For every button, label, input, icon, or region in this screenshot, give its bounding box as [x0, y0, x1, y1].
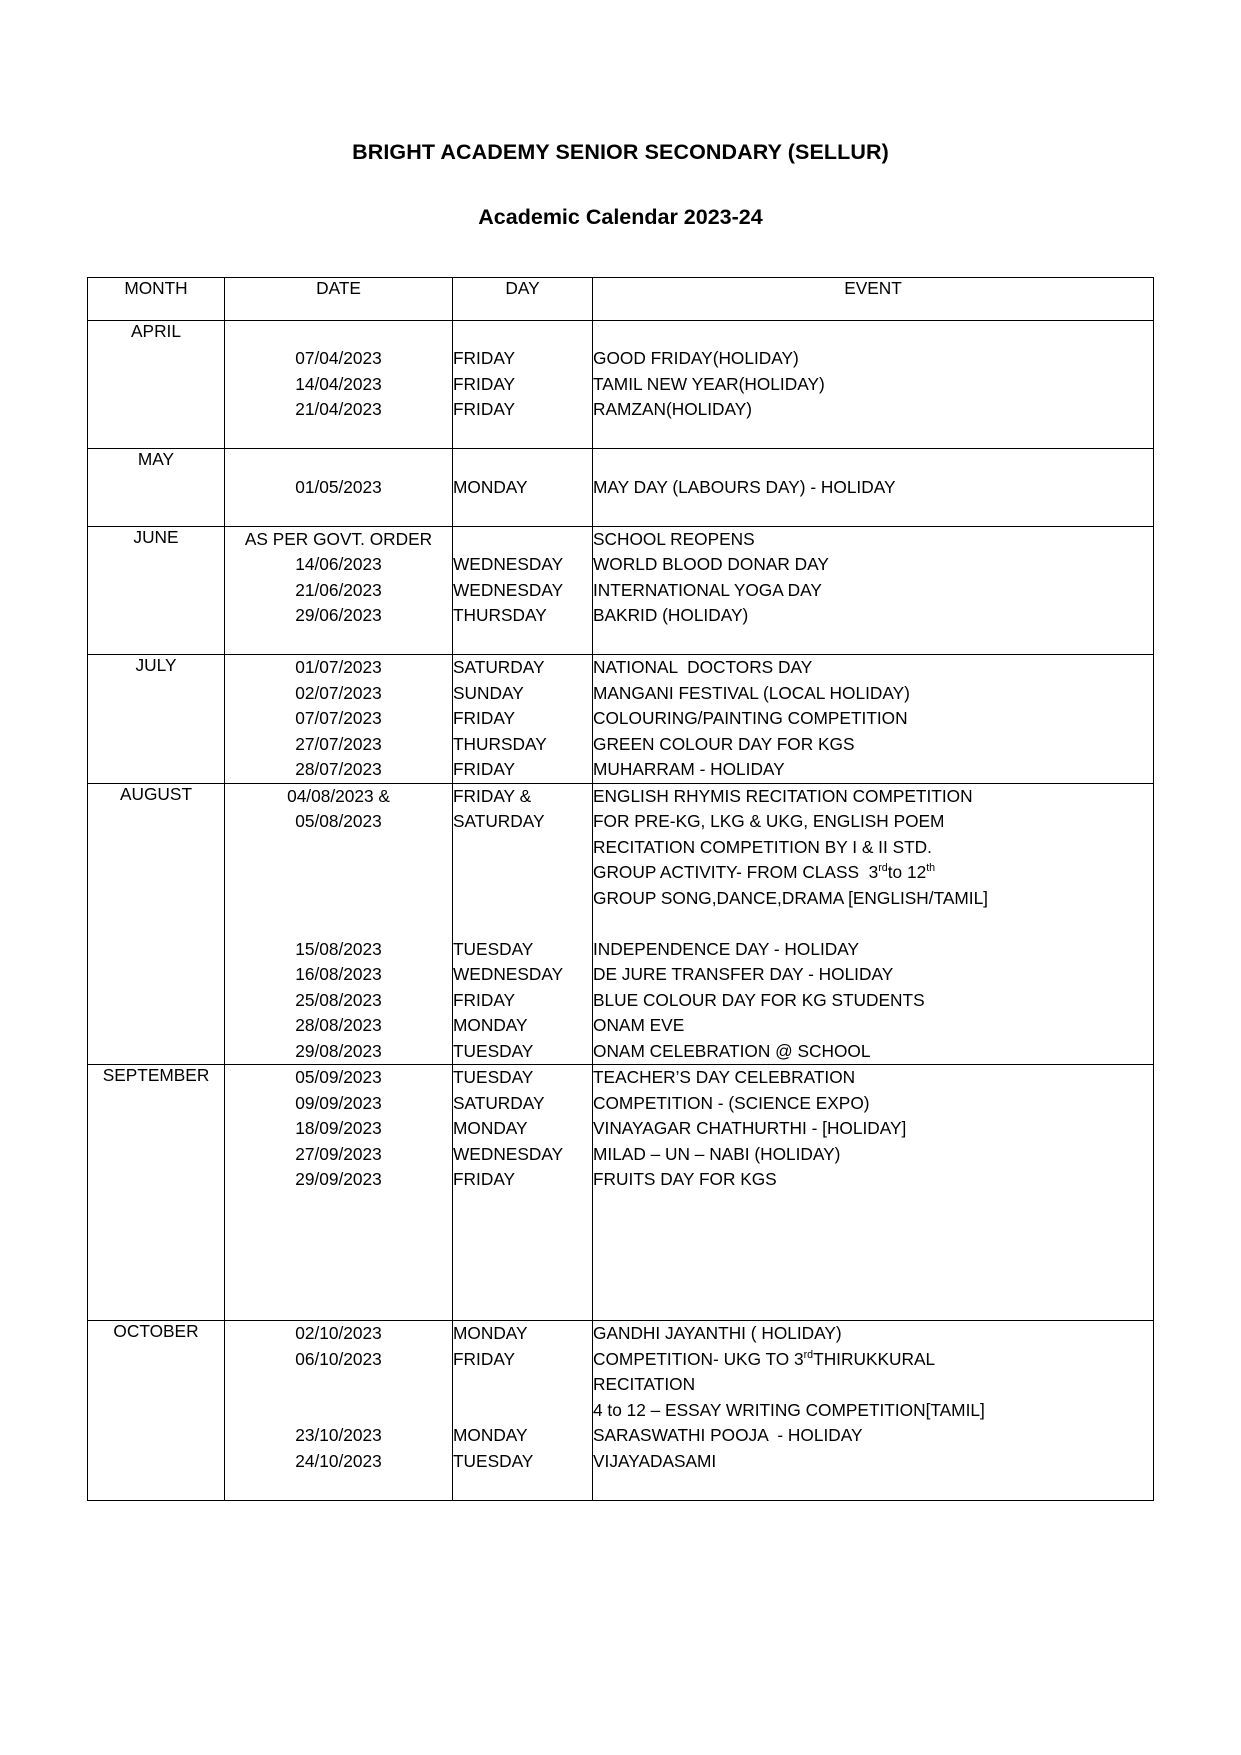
date-line: 07/04/2023 — [295, 348, 382, 369]
spacer-line — [225, 1218, 452, 1244]
column-header-day: DAY — [453, 277, 593, 320]
spacer-line — [593, 1218, 1153, 1244]
event-lines — [593, 527, 1153, 655]
day-line: WEDNESDAY — [453, 579, 564, 600]
spacer-line — [453, 321, 592, 347]
date-lines — [225, 1065, 452, 1320]
event-line: COLOURING/PAINTING COMPETITION — [593, 708, 908, 729]
event-line: DE JURE TRANSFER DAY - HOLIDAY — [593, 964, 894, 985]
spacer-line — [453, 423, 592, 449]
day-line: FRIDAY — [453, 708, 516, 729]
event-line: TEACHER’S DAY CELEBRATION — [593, 1067, 856, 1088]
date-line: 21/06/2023 — [295, 579, 382, 600]
date-lines — [225, 527, 452, 655]
academic-calendar-table — [87, 277, 1154, 1501]
date-line: 05/09/2023 — [295, 1067, 382, 1088]
date-line: 05/08/2023 — [295, 811, 382, 832]
date-line — [225, 886, 452, 912]
day-lines — [453, 655, 592, 783]
event-lines — [593, 1321, 1153, 1500]
event-lines — [593, 784, 1153, 1065]
day-line: MONDAY — [453, 1015, 528, 1036]
day-line — [453, 886, 592, 912]
date-cell — [225, 1321, 453, 1501]
table-row — [88, 320, 1154, 449]
spacer-line — [593, 1295, 1153, 1321]
day-lines — [453, 527, 592, 655]
date-line: 29/06/2023 — [295, 605, 382, 626]
date-line: 28/07/2023 — [295, 759, 382, 780]
day-line: FRIDAY — [453, 759, 516, 780]
month-cell: JUNE — [88, 526, 225, 655]
table-row — [88, 783, 1154, 1065]
month-cell: MAY — [88, 449, 225, 527]
day-lines — [453, 784, 592, 1065]
event-line: ONAM CELEBRATION @ SCHOOL — [593, 1040, 871, 1061]
day-cell — [453, 783, 593, 1065]
event-line: MANGANI FESTIVAL (LOCAL HOLIDAY) — [593, 682, 910, 703]
event-line: GROUP ACTIVITY- FROM CLASS 3rdto 12th — [593, 862, 936, 883]
page-title: BRIGHT ACADEMY SENIOR SECONDARY (SELLUR) — [352, 140, 889, 164]
event-line: INDEPENDENCE DAY - HOLIDAY — [593, 938, 859, 959]
date-line: 06/10/2023 — [295, 1348, 382, 1369]
date-line: 02/10/2023 — [295, 1323, 382, 1344]
day-line — [453, 860, 592, 886]
date-lines — [225, 784, 452, 1065]
day-cell — [453, 1065, 593, 1321]
event-line: RAMZAN(HOLIDAY) — [593, 399, 753, 420]
ordinal-suffix: rd — [878, 862, 888, 875]
date-line: 25/08/2023 — [295, 989, 382, 1010]
spacer-line — [453, 1244, 592, 1270]
month-cell: AUGUST — [88, 783, 225, 1065]
event-line: MUHARRAM - HOLIDAY — [593, 759, 785, 780]
day-line: WEDNESDAY — [453, 964, 564, 985]
column-header-event: EVENT — [593, 277, 1154, 320]
day-line: FRIDAY & — [453, 785, 532, 806]
date-line: 28/08/2023 — [295, 1015, 382, 1036]
date-line: 04/08/2023 & — [287, 785, 390, 806]
day-line — [453, 911, 592, 937]
event-lines — [593, 449, 1153, 526]
table-header — [88, 277, 1154, 320]
event-cell — [593, 1065, 1154, 1321]
date-line: 09/09/2023 — [295, 1092, 382, 1113]
day-line: TUESDAY — [453, 938, 534, 959]
event-line: FOR PRE-KG, LKG & UKG, ENGLISH POEM — [593, 811, 945, 832]
date-line: 27/07/2023 — [295, 733, 382, 754]
event-line: TAMIL NEW YEAR(HOLIDAY) — [593, 373, 825, 394]
event-line: GANDHI JAYANTHI ( HOLIDAY) — [593, 1323, 842, 1344]
event-line: 4 to 12 – ESSAY WRITING COMPETITION[TAMIL] — [593, 1399, 985, 1420]
spacer-line — [593, 1193, 1153, 1219]
event-line: MAY DAY (LABOURS DAY) - HOLIDAY — [593, 476, 896, 497]
day-line: MONDAY — [453, 476, 528, 497]
date-line: 18/09/2023 — [295, 1118, 382, 1139]
date-line: 01/05/2023 — [295, 476, 382, 497]
day-line — [453, 1372, 592, 1398]
day-line: SUNDAY — [453, 682, 524, 703]
spacer-line — [225, 1193, 452, 1219]
event-line: COMPETITION- UKG TO 3rdTHIRUKKURAL — [593, 1348, 936, 1369]
spacer-line — [225, 1269, 452, 1295]
event-cell — [593, 655, 1154, 784]
event-line: SCHOOL REOPENS — [593, 528, 755, 549]
event-line: ENGLISH RHYMIS RECITATION COMPETITION — [593, 785, 973, 806]
date-line: 14/06/2023 — [295, 554, 382, 575]
date-line: 21/04/2023 — [295, 399, 382, 420]
date-line — [225, 1398, 452, 1424]
event-cell — [593, 449, 1154, 527]
date-line: 24/10/2023 — [295, 1450, 382, 1471]
event-line: FRUITS DAY FOR KGS — [593, 1169, 777, 1190]
day-line: FRIDAY — [453, 989, 516, 1010]
date-line — [225, 911, 452, 937]
event-lines — [593, 1065, 1153, 1320]
spacer-line — [225, 449, 452, 475]
month-cell: OCTOBER — [88, 1321, 225, 1501]
event-line: INTERNATIONAL YOGA DAY — [593, 579, 822, 600]
date-cell — [225, 655, 453, 784]
day-line: FRIDAY — [453, 1169, 516, 1190]
spacer-line — [453, 1193, 592, 1219]
month-cell: JULY — [88, 655, 225, 784]
date-line: 27/09/2023 — [295, 1143, 382, 1164]
day-lines — [453, 321, 592, 449]
event-line: WORLD BLOOD DONAR DAY — [593, 554, 829, 575]
column-header-month: MONTH — [88, 277, 225, 320]
date-line: 15/08/2023 — [295, 938, 382, 959]
table-header-row — [88, 277, 1154, 320]
page-subtitle: Academic Calendar 2023-24 — [478, 204, 763, 229]
spacer-line — [453, 629, 592, 655]
event-line: RECITATION COMPETITION BY I & II STD. — [593, 836, 932, 857]
spacer-line — [453, 1295, 592, 1321]
spacer-line — [453, 500, 592, 526]
table-row — [88, 1321, 1154, 1501]
event-line: VINAYAGAR CHATHURTHI - [HOLIDAY] — [593, 1118, 907, 1139]
spacer-line — [225, 629, 452, 655]
date-line: 01/07/2023 — [295, 657, 382, 678]
event-line: VIJAYADASAMI — [593, 1450, 717, 1471]
event-cell — [593, 320, 1154, 449]
day-line: MONDAY — [453, 1323, 528, 1344]
date-lines — [225, 321, 452, 449]
day-line: THURSDAY — [453, 605, 547, 626]
spacer-line — [225, 1474, 452, 1500]
date-cell — [225, 526, 453, 655]
day-cell — [453, 655, 593, 784]
day-line: MONDAY — [453, 1425, 528, 1446]
ordinal-suffix: th — [926, 862, 936, 875]
table-row — [88, 526, 1154, 655]
title-block — [0, 0, 1241, 231]
ordinal-suffix: rd — [803, 1348, 814, 1361]
date-line — [225, 860, 452, 886]
day-line: FRIDAY — [453, 373, 516, 394]
date-line: 29/09/2023 — [295, 1169, 382, 1190]
spacer-line — [225, 1295, 452, 1321]
date-cell — [225, 1065, 453, 1321]
date-cell — [225, 320, 453, 449]
day-line: WEDNESDAY — [453, 554, 564, 575]
spacer-line — [453, 449, 592, 475]
day-line: TUESDAY — [453, 1067, 534, 1088]
spacer-line — [453, 1269, 592, 1295]
event-lines — [593, 655, 1153, 783]
spacer-line — [593, 321, 1153, 347]
day-line — [453, 527, 592, 553]
spacer-line — [593, 1269, 1153, 1295]
day-line: WEDNESDAY — [453, 1143, 564, 1164]
date-cell — [225, 449, 453, 527]
date-line: 23/10/2023 — [295, 1425, 382, 1446]
day-cell — [453, 320, 593, 449]
spacer-line — [225, 1244, 452, 1270]
event-line: BLUE COLOUR DAY FOR KG STUDENTS — [593, 989, 925, 1010]
column-header-date: DATE — [225, 277, 453, 320]
day-lines — [453, 449, 592, 526]
day-cell — [453, 1321, 593, 1501]
date-line — [225, 835, 452, 861]
day-line: TUESDAY — [453, 1450, 534, 1471]
day-line: TUESDAY — [453, 1040, 534, 1061]
date-lines — [225, 449, 452, 526]
table-row — [88, 449, 1154, 527]
spacer-line — [593, 449, 1153, 475]
spacer-line — [453, 1474, 592, 1500]
day-line: THURSDAY — [453, 733, 547, 754]
day-lines — [453, 1065, 592, 1320]
day-line: FRIDAY — [453, 399, 516, 420]
day-line: FRIDAY — [453, 348, 516, 369]
event-line: MILAD – UN – NABI (HOLIDAY) — [593, 1143, 841, 1164]
date-line: 29/08/2023 — [295, 1040, 382, 1061]
day-line: MONDAY — [453, 1118, 528, 1139]
spacer-line — [453, 1218, 592, 1244]
event-cell — [593, 783, 1154, 1065]
event-line: ONAM EVE — [593, 1015, 685, 1036]
table-body — [88, 320, 1154, 1500]
day-cell — [453, 449, 593, 527]
date-line — [225, 1372, 452, 1398]
date-cell — [225, 783, 453, 1065]
spacer-line — [593, 500, 1153, 526]
event-cell — [593, 526, 1154, 655]
day-line: SATURDAY — [453, 657, 545, 678]
day-line — [453, 1398, 592, 1424]
month-cell: SEPTEMBER — [88, 1065, 225, 1321]
date-line: 02/07/2023 — [295, 682, 382, 703]
day-lines — [453, 1321, 592, 1500]
date-line: 16/08/2023 — [295, 964, 382, 985]
event-cell — [593, 1321, 1154, 1501]
month-cell: APRIL — [88, 320, 225, 449]
event-lines — [593, 321, 1153, 449]
date-line: AS PER GOVT. ORDER — [244, 528, 433, 549]
event-line: GROUP SONG,DANCE,DRAMA [ENGLISH/TAMIL] — [593, 887, 988, 908]
spacer-line — [593, 423, 1153, 449]
event-line: GREEN COLOUR DAY FOR KGS — [593, 733, 855, 754]
table-row — [88, 655, 1154, 784]
date-line: 07/07/2023 — [295, 708, 382, 729]
date-line: 14/04/2023 — [295, 373, 382, 394]
event-line: RECITATION — [593, 1374, 696, 1395]
spacer-line — [593, 629, 1153, 655]
spacer-line — [593, 1474, 1153, 1500]
spacer-line — [225, 423, 452, 449]
spacer-line — [593, 1244, 1153, 1270]
day-line: FRIDAY — [453, 1348, 516, 1369]
date-lines — [225, 655, 452, 783]
day-line: SATURDAY — [453, 1092, 545, 1113]
date-lines — [225, 1321, 452, 1500]
spacer-line — [225, 500, 452, 526]
event-line — [593, 911, 1153, 937]
day-line — [453, 835, 592, 861]
event-line: GOOD FRIDAY(HOLIDAY) — [593, 348, 799, 369]
day-line: SATURDAY — [453, 811, 545, 832]
event-line: NATIONAL DOCTORS DAY — [593, 657, 813, 678]
day-cell — [453, 526, 593, 655]
event-line: COMPETITION - (SCIENCE EXPO) — [593, 1092, 870, 1113]
table-row — [88, 1065, 1154, 1321]
event-line: BAKRID (HOLIDAY) — [593, 605, 749, 626]
spacer-line — [225, 321, 452, 347]
event-line: SARASWATHI POOJA - HOLIDAY — [593, 1425, 863, 1446]
